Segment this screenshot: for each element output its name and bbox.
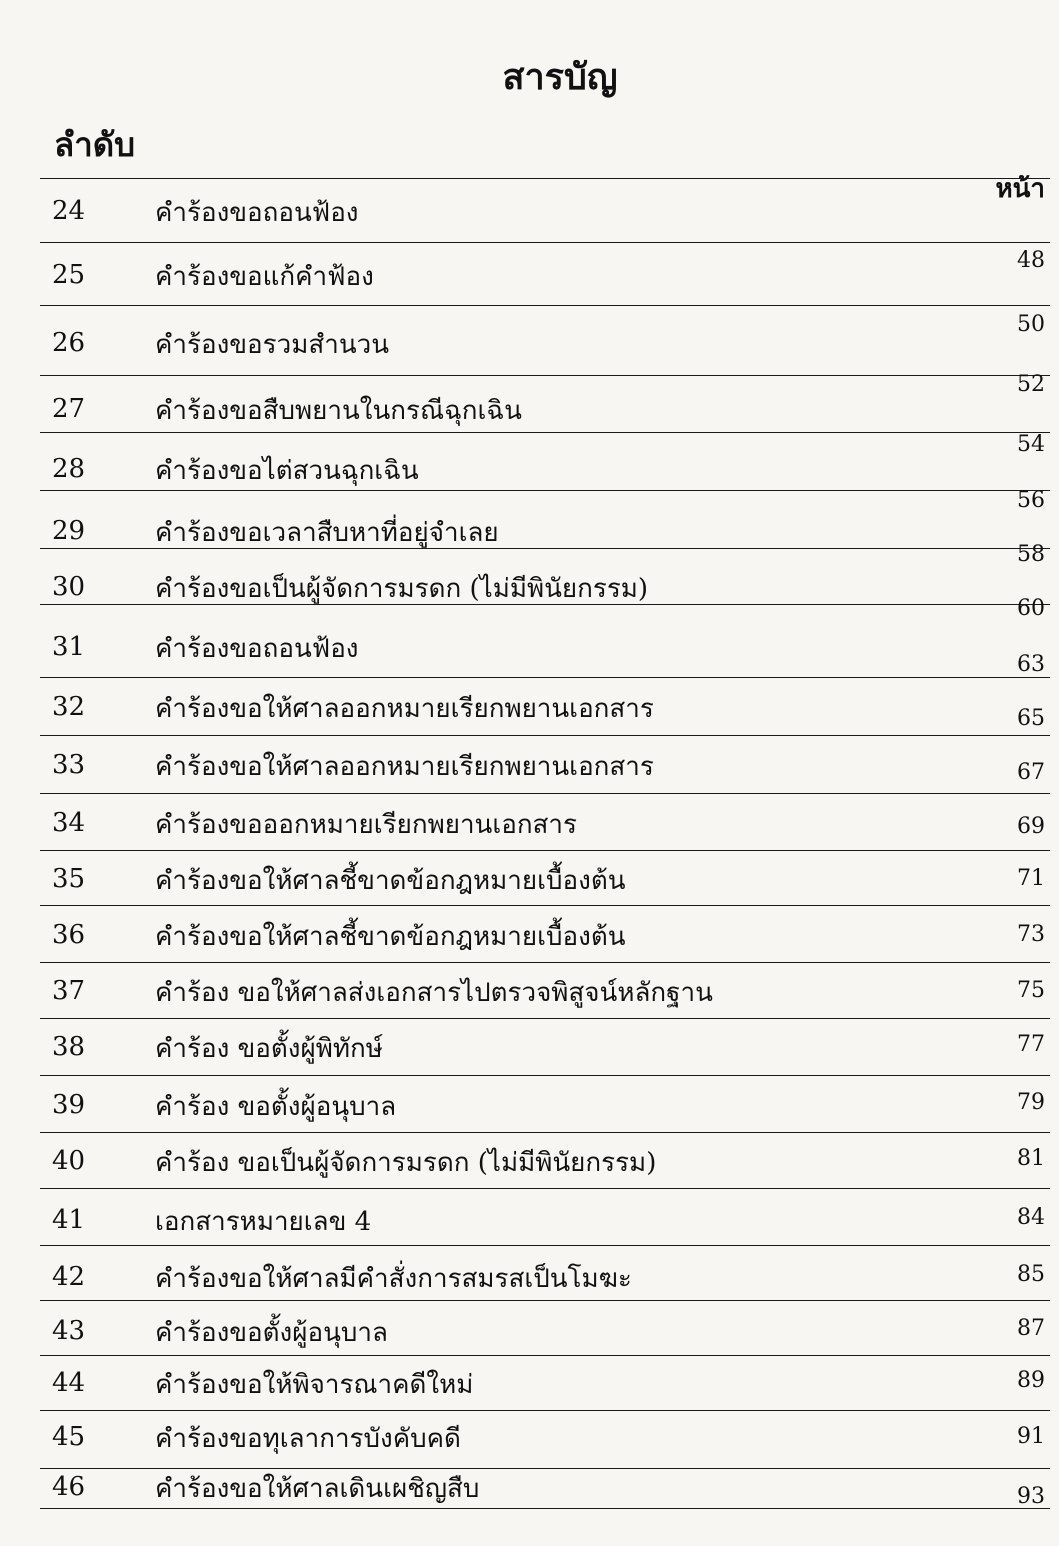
entry-title: คำร้องขอรวมสำนวน (155, 330, 389, 360)
row-divider (40, 305, 1050, 306)
entry-number: 26 (52, 328, 86, 358)
entry-number: 28 (52, 454, 86, 484)
row-divider (40, 375, 1050, 376)
entry-title: คำร้องขอถอนฟ้อง (155, 198, 359, 228)
entry-title: คำร้องขอแก้คำฟ้อง (155, 262, 374, 292)
entry-page-number: 81 (1017, 1146, 1045, 1171)
entry-number: 34 (52, 808, 86, 838)
entry-number: 24 (52, 196, 86, 226)
page-title: สารบัญ (502, 56, 618, 98)
entry-number: 29 (52, 516, 86, 546)
entry-number: 43 (52, 1316, 86, 1346)
row-divider (40, 677, 1050, 678)
entry-page-number: 67 (1017, 760, 1045, 785)
entry-number: 27 (52, 394, 86, 424)
row-divider (40, 1075, 1050, 1076)
row-divider (40, 1410, 1050, 1411)
row-divider (40, 850, 1050, 851)
entry-number: 37 (52, 976, 86, 1006)
entry-title: คำร้อง ขอตั้งผู้พิทักษ์ (155, 1034, 383, 1064)
entry-number: 32 (52, 692, 86, 722)
entry-number: 40 (52, 1146, 86, 1176)
entry-page-number: 48 (1017, 248, 1045, 273)
entry-title: คำร้องขอถอนฟ้อง (155, 634, 359, 664)
entry-title: คำร้องขอตั้งผู้อนุบาล (155, 1318, 388, 1348)
row-divider (40, 1300, 1050, 1301)
entry-page-number: 79 (1017, 1090, 1045, 1115)
entry-page-number: 84 (1017, 1205, 1045, 1230)
entry-title: คำร้องขอให้ศาลชี้ขาดข้อกฎหมายเบื้องต้น (155, 866, 626, 896)
entry-number: 39 (52, 1090, 86, 1120)
entry-page-number: 87 (1017, 1316, 1045, 1341)
entry-page-number: 63 (1017, 652, 1045, 677)
entry-number: 41 (52, 1205, 86, 1235)
entry-number: 38 (52, 1032, 86, 1062)
row-divider (40, 1245, 1050, 1246)
entry-title: คำร้องขอให้พิจารณาคดีใหม่ (155, 1370, 474, 1400)
row-divider (40, 1132, 1050, 1133)
entry-number: 44 (52, 1368, 86, 1398)
entry-page-number: 77 (1017, 1032, 1045, 1057)
row-divider (40, 1188, 1050, 1189)
entry-page-number: 89 (1017, 1368, 1045, 1393)
entry-title: คำร้องขอเป็นผู้จัดการมรดก (ไม่มีพินัยกรรม) (155, 574, 649, 604)
order-column-label: ลำดับ (54, 125, 136, 164)
entry-title: เอกสารหมายเลข 4 (155, 1207, 372, 1237)
entry-title: คำร้องขอทุเลาการบังคับคดี (155, 1424, 461, 1454)
entry-page-number: 50 (1017, 312, 1045, 337)
entry-title: คำร้อง ขอเป็นผู้จัดการมรดก (ไม่มีพินัยกรรม) (155, 1148, 657, 1178)
entry-page-number: 73 (1017, 922, 1045, 947)
entry-page-number: 58 (1017, 542, 1045, 567)
entry-page-number: 71 (1017, 866, 1045, 891)
entry-number: 30 (52, 572, 86, 602)
row-divider (40, 793, 1050, 794)
row-divider (40, 905, 1050, 906)
entry-page-number: 54 (1017, 432, 1045, 457)
entry-page-number: 60 (1017, 596, 1045, 621)
entry-title: คำร้องขอไต่สวนฉุกเฉิน (155, 456, 419, 486)
entry-number: 45 (52, 1422, 86, 1452)
entry-page-number: 52 (1017, 372, 1045, 397)
entry-number: 46 (52, 1472, 86, 1502)
entry-page-number: 56 (1017, 488, 1045, 513)
row-divider (40, 735, 1050, 736)
entry-page-number: 85 (1017, 1262, 1045, 1287)
entry-title: คำร้องขอให้ศาลเดินเผชิญสืบ (155, 1474, 480, 1504)
entry-title: คำร้องขอให้ศาลชี้ขาดข้อกฎหมายเบื้องต้น (155, 922, 626, 952)
entry-page-number: 93 (1017, 1484, 1045, 1509)
entry-number: 33 (52, 750, 86, 780)
entry-page-number: 75 (1017, 978, 1045, 1003)
row-divider (40, 178, 1050, 179)
entry-number: 42 (52, 1262, 86, 1292)
entry-title: คำร้องขอออกหมายเรียกพยานเอกสาร (155, 810, 577, 840)
entry-page-number: 65 (1017, 706, 1045, 731)
entry-title: คำร้อง ขอให้ศาลส่งเอกสารไปตรวจพิสูจน์หลักฐาน (155, 978, 713, 1008)
page-column-label: หน้า (995, 174, 1045, 204)
row-divider (40, 1355, 1050, 1356)
entry-title: คำร้องขอให้ศาลออกหมายเรียกพยานเอกสาร (155, 694, 654, 724)
entry-title: คำร้องขอให้ศาลมีคำสั่งการสมรสเป็นโมฆะ (155, 1264, 632, 1294)
entry-title: คำร้อง ขอตั้งผู้อนุบาล (155, 1092, 397, 1122)
row-divider (40, 1018, 1050, 1019)
entry-number: 25 (52, 260, 86, 290)
row-divider (40, 242, 1050, 243)
entry-title: คำร้องขอสืบพยานในกรณีฉุกเฉิน (155, 396, 522, 426)
entry-title: คำร้องขอเวลาสืบหาที่อยู่จำเลย (155, 518, 499, 548)
entry-number: 35 (52, 864, 86, 894)
entry-number: 36 (52, 920, 86, 950)
entry-page-number: 91 (1017, 1424, 1045, 1449)
row-divider (40, 962, 1050, 963)
row-divider (40, 432, 1050, 433)
entry-number: 31 (52, 632, 86, 662)
entry-page-number: 69 (1017, 814, 1045, 839)
entry-title: คำร้องขอให้ศาลออกหมายเรียกพยานเอกสาร (155, 752, 654, 782)
